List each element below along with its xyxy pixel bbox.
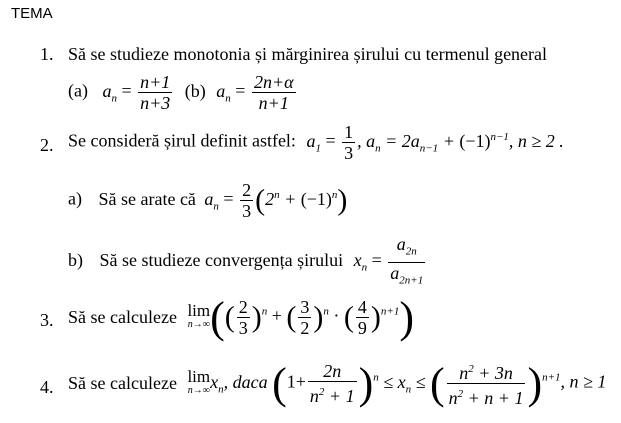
problem-number: 2. bbox=[40, 135, 54, 155]
part-b-label: (b) bbox=[184, 80, 206, 101]
problem-text: Se consideră șirul definit astfel: bbox=[68, 130, 296, 151]
problem-4-statement: Să se calculeze lim n→∞ $x_n$, daca (1+ $\frac{2n}{n^2 + 1}$ )$^n \le x_n$ ≤ ( $\frac{n^2 + 3n}{n^2 + n + 1}$ )$^{n+1}$, n ≥ 1 bbox=[68, 359, 607, 408]
numerator: 2n+α bbox=[253, 72, 294, 92]
denominator: n+3 bbox=[140, 93, 171, 113]
denominator: 3 bbox=[344, 143, 354, 163]
part-a-label: (a) bbox=[68, 80, 88, 101]
problem-number: 4. bbox=[40, 377, 54, 397]
problem-text: Să se calculeze bbox=[68, 373, 177, 393]
sub-text: Să se arate că bbox=[98, 188, 196, 209]
daca-word: daca bbox=[232, 371, 268, 392]
sub-label: b) bbox=[68, 250, 83, 271]
denominator: 3 bbox=[242, 201, 252, 221]
problem-1-formulas: (a) $a_n$ = $\frac{n+1}{n+3}$ (b) $a_n$ = $\frac{2n+\alpha}{n+1}$ bbox=[68, 72, 294, 113]
problem-number: 3. bbox=[40, 310, 54, 330]
denominator: n+1 bbox=[252, 92, 296, 113]
numerator: 1 bbox=[344, 122, 354, 142]
problem-2a: a) Să se arate că $a_n$ = $\frac{2}{3}$ $(2^n + (-1)^n)$ bbox=[68, 180, 348, 221]
fraction-b bbox=[252, 72, 296, 113]
numerator: $a_{2n}$ bbox=[396, 234, 417, 258]
problem-2b: b) Să se studieze convergența șirului $x_n$ = $\frac{a_{2n}}{a_{2n+1}}$ bbox=[68, 234, 427, 290]
problem-3-statement: Să se calculeze lim n→∞ (( $\frac{2}{3}$ )$^n$ + ( $\frac{3}{2}$ )$^n$ · ( $\frac{4}{9}$ )$^{n+1}$) bbox=[68, 293, 415, 342]
numerator: 2 bbox=[242, 180, 252, 200]
problem-text: Să se studieze monotonia și mărginirea șirului cu termenul general bbox=[68, 44, 548, 64]
sub-label: a) bbox=[68, 188, 82, 209]
limit-operator: lim n→∞ bbox=[187, 366, 211, 396]
fraction-a bbox=[138, 72, 172, 113]
limit-operator: lim n→∞ bbox=[187, 300, 211, 330]
numerator: n+1 bbox=[140, 72, 171, 92]
fraction-2-3 bbox=[240, 180, 253, 221]
problem-text: Să se calculeze bbox=[68, 307, 177, 327]
page-title: TEMA bbox=[11, 5, 53, 22]
fraction-a1 bbox=[342, 122, 355, 163]
denominator: $a_{2n+1}$ bbox=[388, 262, 425, 291]
sub-text: Să se studieze convergența șirului bbox=[99, 250, 344, 271]
problem-number: 1. bbox=[40, 44, 54, 64]
fraction-x bbox=[388, 234, 425, 290]
problem-2-statement: Se consideră șirul definit astfel: $a_1$ = $\frac{1}{3}$ , $a_n = 2a_{n-1} + (-1)^{n-1}$, n ≥ 2 . bbox=[68, 122, 564, 163]
